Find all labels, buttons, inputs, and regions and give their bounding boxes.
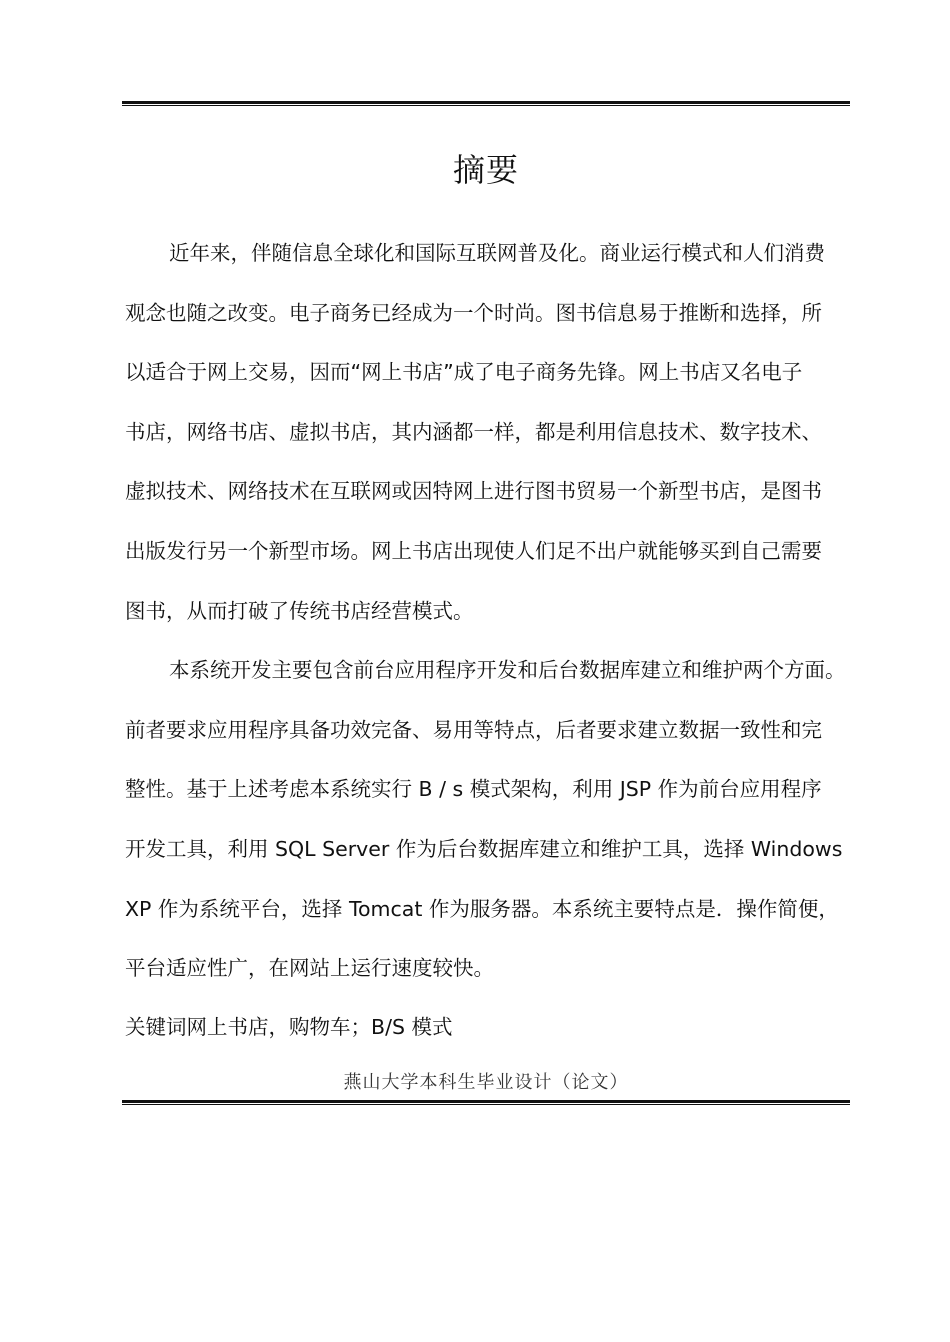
paragraph-2-line: XP 作为系统平台，选择 Tomcat 作为服务器。本系统主要特点是．操作简便， (125, 896, 839, 921)
paragraph-2-line: 本系统开发主要包含前台应用程序开发和后台数据库建立和维护两个方面。 (169, 658, 846, 683)
paragraph-2-line: 平台适应性广，在网站上运行速度较快。 (125, 956, 494, 981)
paragraph-2-line: 整性。基于上述考虑本系统实行 B / s 模式架构，利用 JSP 作为前台应用程序 (125, 777, 822, 802)
header-rule (122, 101, 850, 106)
paragraph-1-line: 图书，从而打破了传统书店经营模式。 (125, 598, 474, 623)
paragraph-2-line: 开发工具，利用 SQL Server 作为后台数据库建立和维护工具，选择 Windows (125, 836, 843, 861)
paragraph-1-line: 以适合于网上交易，因而“网上书店”成了电子商务先锋。网上书店又名电子 (125, 360, 803, 385)
footer-rule (122, 1100, 850, 1105)
paragraph-1-line: 近年来，伴随信息全球化和国际互联网普及化。商业运行模式和人们消费 (169, 241, 825, 265)
keywords-line: 关键词网上书店，购物车；B/S 模式 (125, 1015, 453, 1039)
page-title: 摘要 (452, 151, 519, 189)
paragraph-2-line: 前者要求应用程序具备功效完备、易用等特点，后者要求建立数据一致性和完 (125, 717, 822, 742)
paragraph-1-line: 书店，网络书店、虚拟书店，其内涵都一样，都是利用信息技术、数字技术、 (125, 419, 822, 444)
paragraph-1-line: 观念也随之改变。电子商务已经成为一个时尚。图书信息易于推断和选择，所 (125, 300, 822, 325)
paragraph-1-line: 虚拟技术、网络技术在互联网或因特网上进行图书贸易一个新型书店，是图书 (125, 479, 822, 504)
footer-caption: 燕山大学本科生毕业设计（论文） (343, 1072, 629, 1093)
abstract-body (125, 224, 847, 999)
paragraph-1-line: 出版发行另一个新型市场。网上书店出现使人们足不出户就能够买到自己需要 (125, 538, 822, 563)
